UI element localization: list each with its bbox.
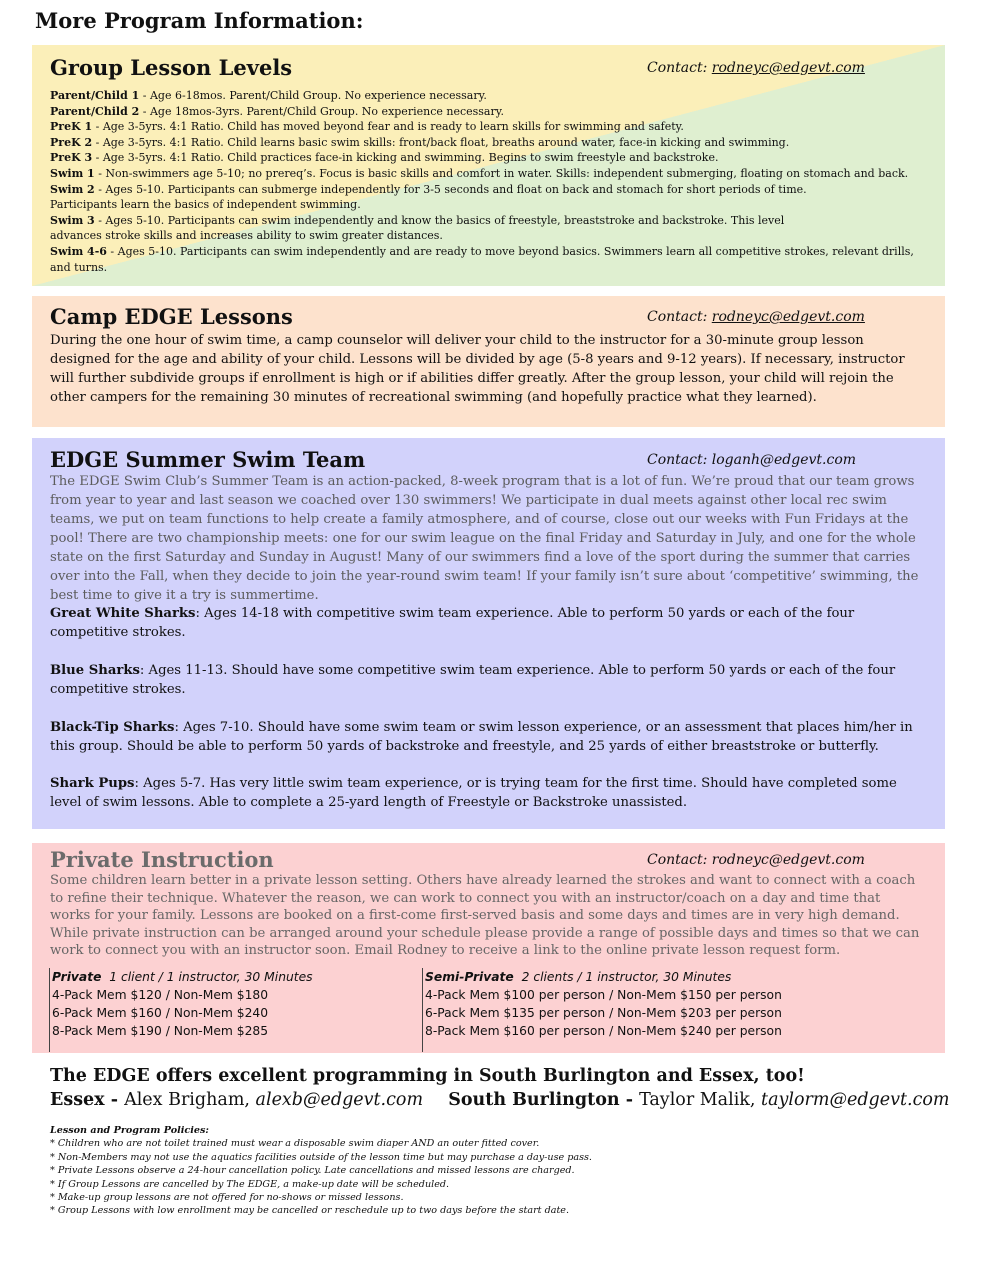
essex-email[interactable]: alexb@edgevt.com <box>255 1090 424 1110</box>
price-line: 4-Pack Mem $100 per person / Non-Mem $150 per person <box>425 988 782 1002</box>
price-line: 6-Pack Mem $160 / Non-Mem $240 <box>52 1006 269 1020</box>
level-desc: - Age 3-5yrs. 4:1 Ratio. Child practices face-in kicking and swimming. Begins to swim freestyle and backstroke. <box>92 151 719 165</box>
locations-tagline: The EDGE offers excellent programming in South Burlington and Essex, too! <box>50 1066 805 1086</box>
level-desc: - Ages 5-10. Participants can submerge independently for 3-5 seconds and float on back and stomach for short periods of time. <box>94 182 807 196</box>
locations-contacts <box>50 1090 950 1110</box>
level-item <box>50 88 925 104</box>
team-group-item <box>50 774 923 812</box>
private-title: Private Instruction <box>50 847 274 872</box>
team-group-name: Black-Tip Sharks <box>50 720 175 735</box>
south-burlington-label: South Burlington - <box>448 1090 640 1110</box>
private-label: Private <box>52 970 102 984</box>
contact-label: Contact: <box>647 60 712 76</box>
contact-email-link[interactable]: rodneyc@edgevt.com <box>711 309 865 325</box>
price-line: 6-Pack Mem $135 per person / Non-Mem $203 per person <box>425 1006 782 1020</box>
private-detail: 1 client / 1 instructor, 30 Minutes <box>101 970 313 984</box>
level-item <box>50 150 925 166</box>
south-burlington-email[interactable]: taylorm@edgevt.com <box>761 1090 950 1110</box>
level-name: Swim 1 <box>50 166 95 180</box>
private-pricing-header <box>52 968 412 986</box>
level-desc: - Ages 5-10. Participants can swim independently and know the basics of freestyle, breaststroke and backstroke. This level <box>94 213 785 227</box>
team-group-item <box>50 718 923 756</box>
level-item <box>50 244 925 275</box>
page-title: More Program Information: <box>35 8 364 33</box>
policy-item: * Make-up group lessons are not offered for no-shows or missed lessons. <box>50 1192 404 1204</box>
semi-private-detail: 2 clients / 1 instructor, 30 Minutes <box>513 970 732 984</box>
contact-email: rodneyc@edgevt.com <box>711 852 865 868</box>
team-group-desc: : Ages 14-18 with competitive swim team experience. Able to perform 50 yards or each of the four competitive strokes. <box>50 606 855 640</box>
level-item <box>50 119 925 135</box>
level-name: Parent/Child 2 <box>50 104 140 118</box>
team-group-desc: : Ages 5-7. Has very little swim team experience, or is trying team for the first time. Should have completed some level of swim lessons. Able to complete a 25-yard length of Freestyle or Backstroke unassisted. <box>50 776 897 810</box>
swim-team-contact <box>647 452 856 468</box>
contact-email-link[interactable]: rodneyc@edgevt.com <box>711 60 865 76</box>
swim-team-description: The EDGE Swim Club’s Summer Team is an action-packed, 8-week program that is a lot of fun. We’re proud that our team grows from year to year and last season we coached over 130 swimmers! We participate in dual meets against other local rec swim teams, we put on team functions to help create a family atmosphere, and of course, close out our weeks with Fun Fridays at the pool! There are two championship meets: one for our swim league on the final Friday and Saturday in July, and one for the whole state on the first Saturday and Sunday in August! Many of our swimmers find a love of the sport during the summer that carries over into the Fall, when they decide to join the year-round swim team! If your family isn’t sure about ‘competitive’ swimming, the best time to give it a try is summertime. <box>50 474 919 603</box>
level-desc: - Non-swimmers age 5-10; no prereq’s. Focus is basic skills and comfort in water. Skills: independent submerging, floating on stomach and back. <box>94 166 909 180</box>
essex-label: Essex - <box>50 1090 125 1110</box>
contact-email: loganh@edgevt.com <box>711 452 857 468</box>
policies-list <box>50 1124 592 1218</box>
level-item <box>50 104 925 120</box>
policy-item: * Group Lessons with low enrollment may be cancelled or reschedule up to two days before the start date. <box>50 1205 570 1217</box>
private-pricing <box>49 968 412 1052</box>
team-group-desc: : Ages 7-10. Should have some swim team or swim lesson experience, or an assessment that places him/her in this group. Should be able to perform 50 yards of backstroke and freestyle, and 25 yards of either breaststroke or butterfly. <box>50 720 913 754</box>
price-line: 8-Pack Mem $190 / Non-Mem $285 <box>52 1024 269 1038</box>
team-group-item <box>50 661 923 699</box>
level-name: Swim 3 <box>50 213 95 227</box>
camp-contact <box>647 309 865 325</box>
swim-team-title: EDGE Summer Swim Team <box>50 447 366 472</box>
team-group-name: Shark Pups <box>50 776 135 791</box>
price-line: 4-Pack Mem $120 / Non-Mem $180 <box>52 988 269 1002</box>
swim-team-section <box>32 438 945 829</box>
level-name: PreK 1 <box>50 120 93 134</box>
price-line: 8-Pack Mem $160 per person / Non-Mem $240 per person <box>425 1024 782 1038</box>
level-desc: - Age 6-18mos. Parent/Child Group. No experience necessary. <box>139 89 487 102</box>
level-extra: Participants learn the basics of independent swimming. <box>50 198 361 212</box>
policy-item: * Private Lessons observe a 24-hour cancellation policy. Late cancellations and missed lessons are charged. <box>50 1165 575 1177</box>
camp-section <box>32 296 945 427</box>
team-group-item <box>50 604 923 642</box>
level-extra: advances stroke skills and increases ability to swim greater distances. <box>50 229 443 243</box>
level-name: PreK 2 <box>50 135 93 149</box>
policies-title: Lesson and Program Policies: <box>50 1125 209 1136</box>
level-item <box>50 213 925 244</box>
level-desc: - Age 18mos-3yrs. Parent/Child Group. No experience necessary. <box>139 104 504 118</box>
level-name: Parent/Child 1 <box>50 89 140 102</box>
camp-title: Camp EDGE Lessons <box>50 304 293 329</box>
semi-private-pricing <box>422 968 925 1052</box>
group-lessons-title: Group Lesson Levels <box>50 55 293 80</box>
level-name: PreK 3 <box>50 151 93 165</box>
private-section <box>32 843 945 1053</box>
policy-item: * If Group Lessons are cancelled by The EDGE, a make-up date will be scheduled. <box>50 1178 450 1190</box>
private-contact <box>647 852 865 868</box>
contact-label: Contact: <box>647 309 712 325</box>
semi-private-pricing-header <box>425 968 925 986</box>
level-item <box>50 182 925 213</box>
team-group-name: Great White Sharks <box>50 606 196 621</box>
group-lessons-section <box>32 45 945 286</box>
contact-label: Contact: <box>647 452 712 468</box>
policy-item: * Non-Members may not use the aquatics facilities outside of the lesson time but may purchase a day-use pass. <box>50 1151 592 1163</box>
team-group-desc: : Ages 11-13. Should have some competitive swim team experience. Able to perform 50 yards or each of the four competitive strokes. <box>50 663 896 697</box>
essex-name: Alex Brigham, <box>124 1090 256 1110</box>
policy-item: * Children who are not toilet trained must wear a disposable swim diaper AND an outer fitted cover. <box>50 1138 540 1150</box>
levels-list <box>50 88 925 275</box>
level-desc: - Age 3-5yrs. 4:1 Ratio. Child has moved beyond fear and is ready to learn skills for swimming and safety. <box>92 120 684 134</box>
south-burlington-name: Taylor Malik, <box>639 1090 762 1110</box>
level-desc: - Ages 5-10. Participants can swim independently and are ready to move beyond basics. Swimmers learn all competitive strokes, relevant drills, and turns. <box>50 244 914 274</box>
level-desc: - Age 3-5yrs. 4:1 Ratio. Child learns basic swim skills: front/back float, breaths around water, face-in kicking and swimming. <box>92 135 790 149</box>
private-description: Some children learn better in a private lesson setting. Others have already learned the strokes and want to connect with a coach to refine their technique. Whatever the reason, we can work to connect you with an instructor/coach on a day and time that works for your family. Lessons are booked on a first-come first-served basis and some days and times are in very high demand. While private instruction can be arranged around your schedule please provide a range of possible days and times so that we can work to connect you with an instructor soon. Email Rodney to receive a link to the online private lesson request form. <box>50 873 920 958</box>
level-name: Swim 2 <box>50 182 95 196</box>
contact-label: Contact: <box>647 852 712 868</box>
camp-description: During the one hour of swim time, a camp counselor will deliver your child to the instructor for a 30-minute group lesson designed for the age and ability of your child. Lessons will be divided by age (5-8 years and 9-12 years). If necessary, instructor will further subdivide groups if enrollment is high or if abilities differ greatly. After the group lesson, your child will rejoin the other campers for the remaining 30 minutes of recreational swimming (and hopefully practice what they learned). <box>50 333 905 405</box>
team-group-name: Blue Sharks <box>50 663 140 678</box>
level-item <box>50 135 925 151</box>
group-lessons-contact <box>647 60 865 76</box>
semi-private-label: Semi-Private <box>425 970 514 984</box>
level-name: Swim 4-6 <box>50 244 107 258</box>
level-item <box>50 166 925 182</box>
